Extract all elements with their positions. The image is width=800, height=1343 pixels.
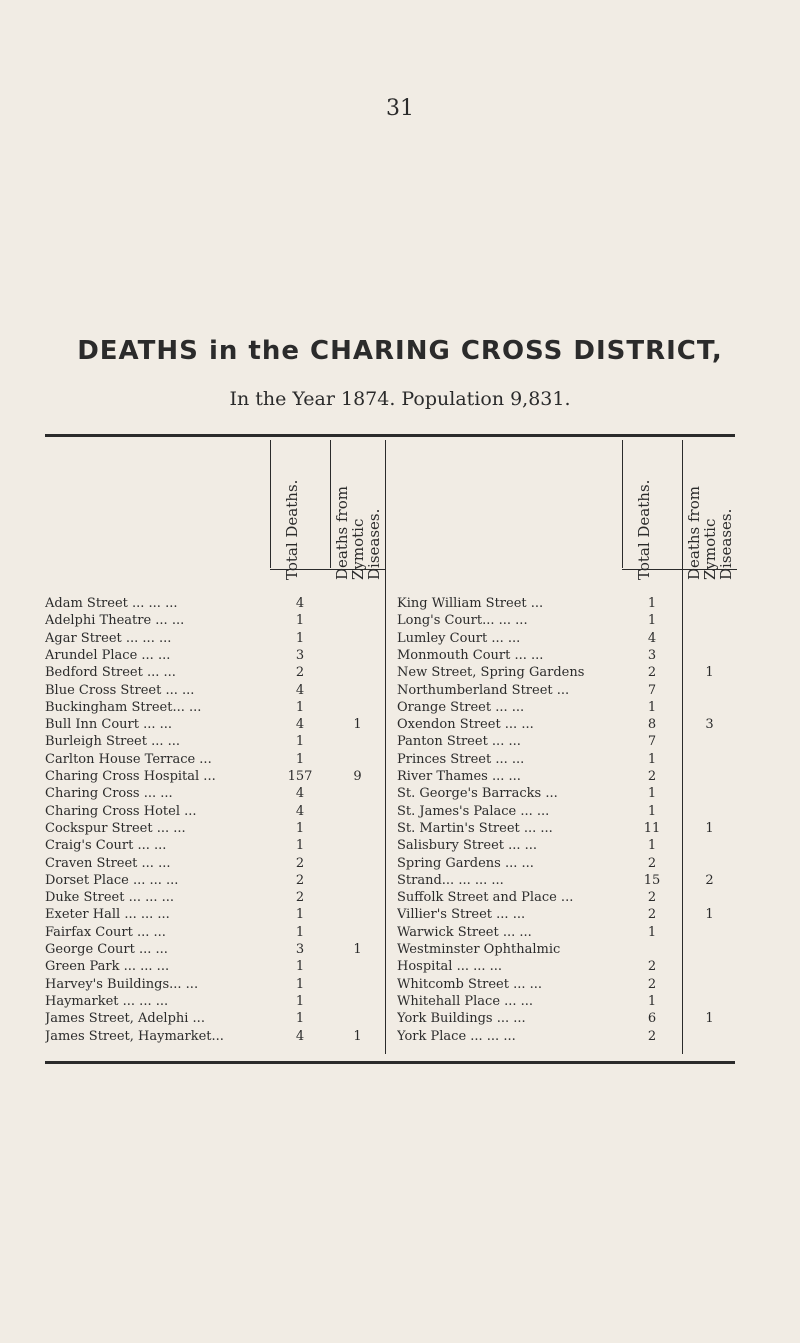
street-name-right: Long's Court... ... ...	[397, 613, 528, 629]
total-deaths-right: 2	[647, 1028, 657, 1044]
street-name-right: New Street, Spring Gardens	[397, 665, 585, 681]
table-row	[0, 664, 800, 682]
table-row	[0, 630, 800, 648]
zymotic-deaths-right: 2	[705, 872, 714, 888]
total-deaths-right: 2	[647, 959, 657, 975]
zymotic-deaths-right: 1	[705, 1011, 714, 1027]
street-name-left: Charing Cross Hotel ...	[45, 803, 197, 819]
total-deaths-left: 4	[295, 717, 305, 733]
page-title: DEATHS in the CHARING CROSS DISTRICT,	[77, 336, 723, 366]
total-deaths-left: 1	[295, 838, 305, 854]
street-name-left: Arundel Place ... ...	[45, 647, 171, 663]
total-deaths-left: 2	[295, 855, 305, 871]
total-deaths-right: 15	[643, 872, 661, 888]
table-row	[0, 958, 800, 976]
total-deaths-left: 1	[295, 630, 305, 646]
table-row	[0, 785, 800, 803]
total-deaths-right: 1	[647, 993, 657, 1009]
total-deaths-left: 3	[295, 942, 305, 957]
street-name-right: Oxendon Street ... ...	[397, 717, 534, 733]
page-number: 31	[386, 96, 414, 121]
table-row	[0, 1028, 800, 1046]
street-name-left: Carlton House Terrace ...	[45, 751, 212, 767]
total-deaths-left: 2	[295, 872, 305, 888]
street-name-right: River Thames ... ...	[397, 769, 521, 784]
street-name-right: St. James's Palace ... ...	[397, 803, 550, 819]
table-row	[0, 612, 800, 630]
header-zymotic-line: Zymotic	[349, 518, 367, 580]
total-deaths-right: 2	[647, 769, 657, 784]
table-row	[0, 682, 800, 700]
table-row	[0, 924, 800, 942]
table-row	[0, 595, 800, 613]
zymotic-deaths-left: 1	[353, 717, 362, 733]
street-name-right: Northumberland Street ...	[397, 682, 570, 698]
street-name-left: Green Park ... ... ...	[45, 959, 170, 975]
total-deaths-right: 1	[647, 786, 657, 802]
table-row	[0, 768, 800, 786]
total-deaths-left: 1	[295, 734, 305, 750]
total-deaths-left: 1	[295, 993, 305, 1009]
total-deaths-right: 2	[647, 976, 657, 992]
total-deaths-left: 1	[295, 924, 305, 940]
table-row	[0, 699, 800, 717]
street-name-right: King William Street ...	[397, 596, 544, 611]
page-subtitle: In the Year 1874. Population 9,831.	[229, 388, 571, 410]
total-deaths-left: 1	[295, 613, 305, 629]
total-deaths-left: 2	[295, 665, 305, 681]
street-name-right: Suffolk Street and Place ...	[397, 890, 574, 906]
table-row	[0, 993, 800, 1011]
table-row	[0, 803, 800, 821]
table-row	[0, 941, 800, 959]
total-deaths-left: 1	[295, 820, 305, 836]
total-deaths-right: 4	[647, 630, 657, 646]
total-deaths-right: 1	[647, 924, 657, 940]
header-zymotic-left	[333, 440, 383, 580]
header-zymotic-line: Diseases.	[365, 508, 383, 580]
header-total-deaths-left: Total Deaths.	[283, 479, 301, 580]
zymotic-deaths-left: 1	[353, 1028, 362, 1044]
zymotic-deaths-right: 3	[705, 717, 714, 733]
street-name-left: Duke Street ... ... ...	[45, 890, 175, 906]
total-deaths-right: 11	[643, 820, 661, 836]
total-deaths-right: 1	[647, 838, 657, 854]
street-name-right: Spring Gardens ... ...	[397, 855, 534, 871]
street-name-right: Warwick Street ... ...	[397, 924, 532, 940]
street-name-right: Lumley Court ... ...	[397, 630, 521, 646]
street-name-left: Dorset Place ... ... ...	[45, 872, 179, 888]
column-divider	[622, 440, 623, 568]
total-deaths-left: 4	[295, 1028, 305, 1044]
total-deaths-left: 4	[295, 596, 305, 611]
street-name-left: Cockspur Street ... ...	[45, 820, 186, 836]
street-name-right: Westminster Ophthalmic	[397, 942, 561, 957]
total-deaths-left: 3	[295, 647, 305, 663]
street-name-left: Craig's Court ... ...	[45, 838, 167, 854]
total-deaths-left: 1	[295, 1011, 305, 1027]
table-row	[0, 751, 800, 769]
total-deaths-left: 157	[287, 769, 313, 784]
zymotic-deaths-right: 1	[705, 820, 714, 836]
street-name-right: Salisbury Street ... ...	[397, 838, 538, 854]
street-name-left: Craven Street ... ...	[45, 855, 171, 871]
table-row	[0, 976, 800, 994]
street-name-right: Princes Street ... ...	[397, 751, 525, 767]
street-name-right: Strand... ... ... ...	[397, 872, 504, 888]
total-deaths-left: 1	[295, 751, 305, 767]
total-deaths-right: 2	[647, 907, 657, 923]
total-deaths-right: 7	[647, 682, 657, 698]
table-row	[0, 820, 800, 838]
total-deaths-left: 1	[295, 959, 305, 975]
total-deaths-right: 2	[647, 855, 657, 871]
street-name-right: York Buildings ... ...	[397, 1011, 526, 1027]
table-row	[0, 889, 800, 907]
street-name-right: Hospital ... ... ...	[397, 959, 503, 975]
total-deaths-right: 1	[647, 751, 657, 767]
header-total-deaths-right: Total Deaths.	[635, 479, 653, 580]
street-name-left: Charing Cross ... ...	[45, 786, 173, 802]
street-name-right: Orange Street ... ...	[397, 699, 525, 715]
zymotic-deaths-left: 9	[353, 769, 362, 784]
table-row	[0, 647, 800, 665]
total-deaths-left: 1	[295, 699, 305, 715]
total-deaths-left: 4	[295, 682, 305, 698]
total-deaths-right: 3	[647, 647, 657, 663]
zymotic-deaths-left: 1	[353, 942, 362, 957]
total-deaths-left: 1	[295, 976, 305, 992]
header-zymotic-line: Deaths from	[685, 486, 703, 580]
street-name-left: Adam Street ... ... ...	[45, 596, 178, 611]
street-name-left: Buckingham Street... ...	[45, 699, 202, 715]
street-name-left: Bedford Street ... ...	[45, 665, 176, 681]
street-name-right: St. George's Barracks ...	[397, 786, 558, 802]
street-name-left: Exeter Hall ... ... ...	[45, 907, 170, 923]
street-name-left: James Street, Haymarket...	[45, 1028, 224, 1044]
total-deaths-right: 2	[647, 665, 657, 681]
street-name-left: Harvey's Buildings... ...	[45, 976, 199, 992]
table-row	[0, 872, 800, 890]
column-divider	[270, 440, 271, 568]
total-deaths-right: 2	[647, 890, 657, 906]
total-deaths-right: 1	[647, 613, 657, 629]
street-name-right: Panton Street ... ...	[397, 734, 521, 750]
street-name-left: Agar Street ... ... ...	[45, 630, 172, 646]
street-name-left: Adelphi Theatre ... ...	[45, 613, 185, 629]
table-bottom-rule	[45, 1061, 735, 1064]
total-deaths-left: 4	[295, 786, 305, 802]
total-deaths-right: 1	[647, 699, 657, 715]
street-name-left: Burleigh Street ... ...	[45, 734, 180, 750]
table-top-rule	[45, 434, 735, 437]
table-row	[0, 716, 800, 734]
total-deaths-right: 7	[647, 734, 657, 750]
table-row	[0, 855, 800, 873]
total-deaths-left: 4	[295, 803, 305, 819]
header-zymotic-right	[685, 440, 735, 580]
total-deaths-left: 2	[295, 890, 305, 906]
street-name-right: Villier's Street ... ...	[397, 907, 526, 923]
table-row	[0, 906, 800, 924]
table-row	[0, 837, 800, 855]
total-deaths-right: 6	[647, 1011, 657, 1027]
street-name-left: James Street, Adelphi ...	[45, 1011, 205, 1027]
header-zymotic-line: Deaths from	[333, 486, 351, 580]
street-name-right: Whitehall Place ... ...	[397, 993, 534, 1009]
total-deaths-right: 8	[647, 717, 657, 733]
header-zymotic-line: Diseases.	[717, 508, 735, 580]
street-name-left: Fairfax Court ... ...	[45, 924, 166, 940]
street-name-left: Haymarket ... ... ...	[45, 993, 169, 1009]
street-name-right: Monmouth Court ... ...	[397, 647, 544, 663]
zymotic-deaths-right: 1	[705, 907, 714, 923]
total-deaths-right: 1	[647, 803, 657, 819]
street-name-left: George Court ... ...	[45, 942, 168, 957]
zymotic-deaths-right: 1	[705, 665, 714, 681]
header-zymotic-line: Zymotic	[701, 518, 719, 580]
street-name-right: St. Martin's Street ... ...	[397, 820, 553, 836]
table-row	[0, 1010, 800, 1028]
street-name-right: York Place ... ... ...	[397, 1028, 516, 1044]
table-row	[0, 733, 800, 751]
street-name-left: Charing Cross Hospital ...	[45, 769, 216, 784]
total-deaths-right: 1	[647, 596, 657, 611]
street-name-left: Bull Inn Court ... ...	[45, 717, 173, 733]
total-deaths-left: 1	[295, 907, 305, 923]
column-divider	[330, 440, 331, 568]
street-name-left: Blue Cross Street ... ...	[45, 682, 195, 698]
street-name-right: Whitcomb Street ... ...	[397, 976, 543, 992]
